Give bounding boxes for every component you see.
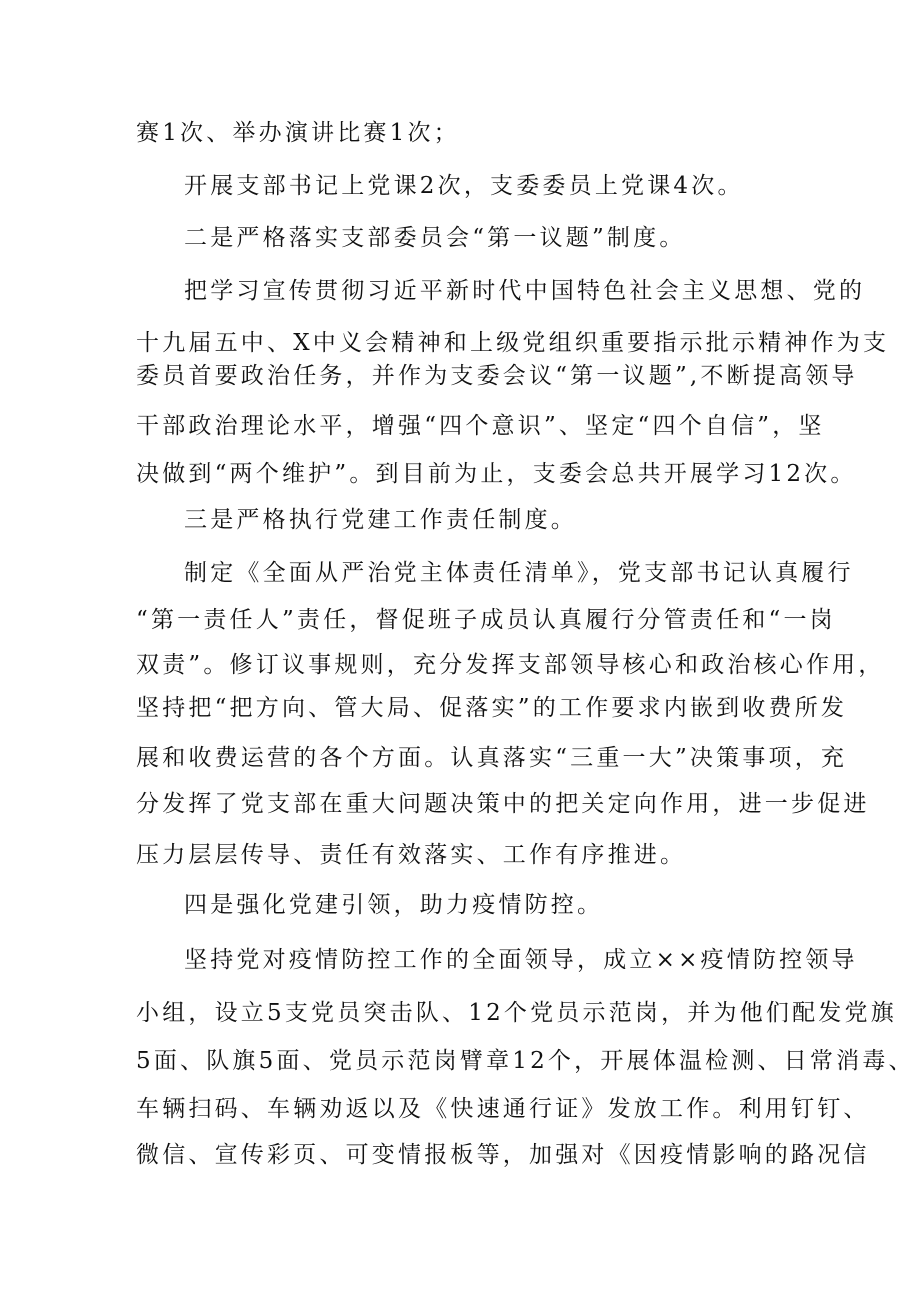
text-line: 干部政治理论水平，增强“四个意识”、坚定“四个自信”，坚 (136, 413, 825, 439)
text-line: 展和收费运营的各个方面。认真落实“三重一大”决策事项，充 (136, 745, 848, 771)
text-line: 分发挥了党支部在重大问题决策中的把关定向作用，进一步促进 (136, 791, 870, 817)
text-line: 赛1次、举办演讲比赛1次； (136, 120, 460, 146)
text-line: 小组，设立5支党员突击队、12个党员示范岗，并为他们配发党旗 (136, 1000, 897, 1026)
text-line: 十九届五中、X中义会精神和上级党组织重要指示批示精神作为支 (136, 330, 890, 356)
text-line: 微信、宣传彩页、可变情报板等，加强对《因疫情影响的路况信 (136, 1142, 870, 1168)
text-line: “第一责任人”责任，督促班子成员认真履行分管责任和“一岗 (136, 607, 836, 633)
text-line: 车辆扫码、车辆劝返以及《快速通行证》发放工作。利用钉钉、 (136, 1096, 870, 1122)
text-line: 双责”。修订议事规则，充分发挥支部领导核心和政治核心作用， (136, 652, 885, 678)
text-line: 5面、队旗5面、党员示范岗臂章12个，开展体温检测、日常消毒、 (136, 1048, 915, 1074)
text-line: 坚持党对疫情防控工作的全面领导，成立××疫情防控领导 (184, 947, 858, 973)
text-line: 把学习宣传贯彻习近平新时代中国特色社会主义思想、党的 (184, 278, 866, 304)
text-line: 四是强化党建引领，助力疫情防控。 (184, 892, 604, 918)
text-line: 坚持把“把方向、管大局、促落实”的工作要求内嵌到收费所发 (136, 695, 848, 721)
text-line: 委员首要政治任务，并作为支委会议“第一议题”,不断提高领导 (136, 363, 858, 389)
text-line: 三是严格执行党建工作责任制度。 (184, 507, 577, 533)
text-line: 压力层层传导、责任有效落实、工作有序推进。 (136, 842, 687, 868)
text-line: 制定《全面从严治党主体责任清单》，党支部书记认真履行 (184, 560, 854, 586)
text-line: 决做到“两个维护”。到目前为止，支委会总共开展学习12次。 (136, 461, 857, 487)
text-line: 二是严格落实支部委员会“第一议题”制度。 (184, 225, 686, 251)
text-line: 开展支部书记上党课2次，支委委员上党课4次。 (184, 173, 744, 199)
